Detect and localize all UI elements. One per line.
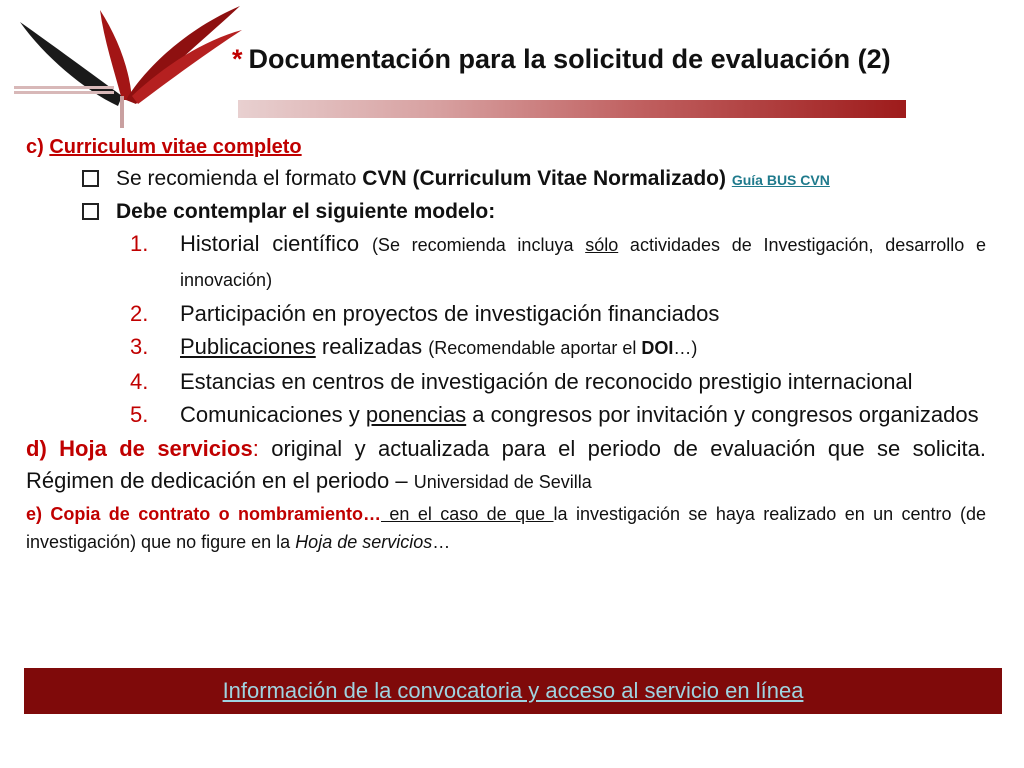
checkbox-bullet-icon: [82, 203, 99, 220]
footer-banner: [24, 668, 1002, 714]
list-item: [26, 330, 986, 365]
bullet-cvn-strong: CVN (Curriculum Vitae Normalizado): [362, 167, 726, 190]
item-text: Estancias en centros de investigación de reconocido prestigio internacional: [180, 369, 913, 394]
item-note: (Recomendable aportar el: [428, 338, 642, 358]
section-e-label: e) Copia de contrato o nombramiento…: [26, 504, 382, 524]
list-number: 4.: [130, 369, 149, 394]
logo-icon: [14, 0, 246, 128]
item-note-underlined: sólo: [585, 235, 619, 255]
section-d-label: d) Hoja de servicios: [26, 436, 253, 461]
item-note: (Se recomienda incluya: [371, 235, 586, 255]
bullet-model: [26, 196, 986, 227]
bullet-cvn-lead: Se recomienda el formato: [116, 167, 363, 190]
section-e-italic: Hoja de servicios: [295, 532, 433, 552]
section-e-underlined: en el caso de que: [381, 504, 554, 524]
item-text: Historial científico: [180, 231, 372, 256]
item-text-underlined: Publicaciones: [180, 334, 316, 359]
section-e-paragraph: [26, 500, 986, 556]
model-list: [26, 227, 986, 431]
section-e-text: la investigación se haya realizado en un centro (de investigación) que no figure en la: [26, 504, 986, 552]
convocatoria-link[interactable]: Información de la convocatoria y acceso al servicio en línea: [222, 678, 804, 703]
item-note-doi: DOI: [641, 338, 674, 358]
item-text: realizadas: [315, 334, 429, 359]
item-text-underlined: ponencias: [365, 402, 467, 427]
section-d-colon: :: [252, 436, 259, 461]
section-c-heading: [26, 136, 986, 159]
item-text: Participación en proyectos de investigación financiados: [180, 301, 720, 326]
item-note-end: …): [673, 338, 698, 358]
list-item: [26, 227, 986, 297]
item-text: Comunicaciones y: [180, 402, 366, 427]
list-item: [26, 398, 986, 431]
item-note-end: actividades de Investigación, desarrollo e innovación): [180, 235, 986, 290]
title-text: Documentación para la solicitud de evaluación (2): [248, 44, 891, 74]
list-number: 2.: [130, 301, 149, 326]
title-star: *: [232, 44, 243, 74]
slide-content: [26, 136, 986, 556]
section-d-tail: Universidad de Sevilla: [413, 472, 592, 492]
page-title: [232, 44, 891, 75]
section-e-end: …: [432, 532, 451, 552]
checkbox-bullet-icon: [82, 170, 99, 187]
section-c-prefix: c): [26, 136, 44, 158]
section-d-text: original y actualizada para el periodo de evaluación que se solicita. Régimen de dedicación en el periodo –: [26, 436, 986, 493]
section-c-label: Curriculum vitae completo: [49, 136, 302, 158]
item-text-end: a congresos por invitación y congresos organizados: [466, 402, 979, 427]
bullet-cvn: [26, 163, 986, 196]
bullet-model-text: Debe contemplar el siguiente modelo:: [116, 200, 496, 223]
list-number: 1.: [130, 231, 149, 256]
guia-bus-cvn-link[interactable]: Guía BUS CVN: [731, 172, 830, 188]
section-d-paragraph: [26, 433, 986, 498]
title-underline-bar: [238, 100, 906, 118]
list-number: 5.: [130, 402, 149, 427]
list-item: [26, 365, 986, 398]
list-number: 3.: [130, 334, 149, 359]
list-item: [26, 297, 986, 330]
